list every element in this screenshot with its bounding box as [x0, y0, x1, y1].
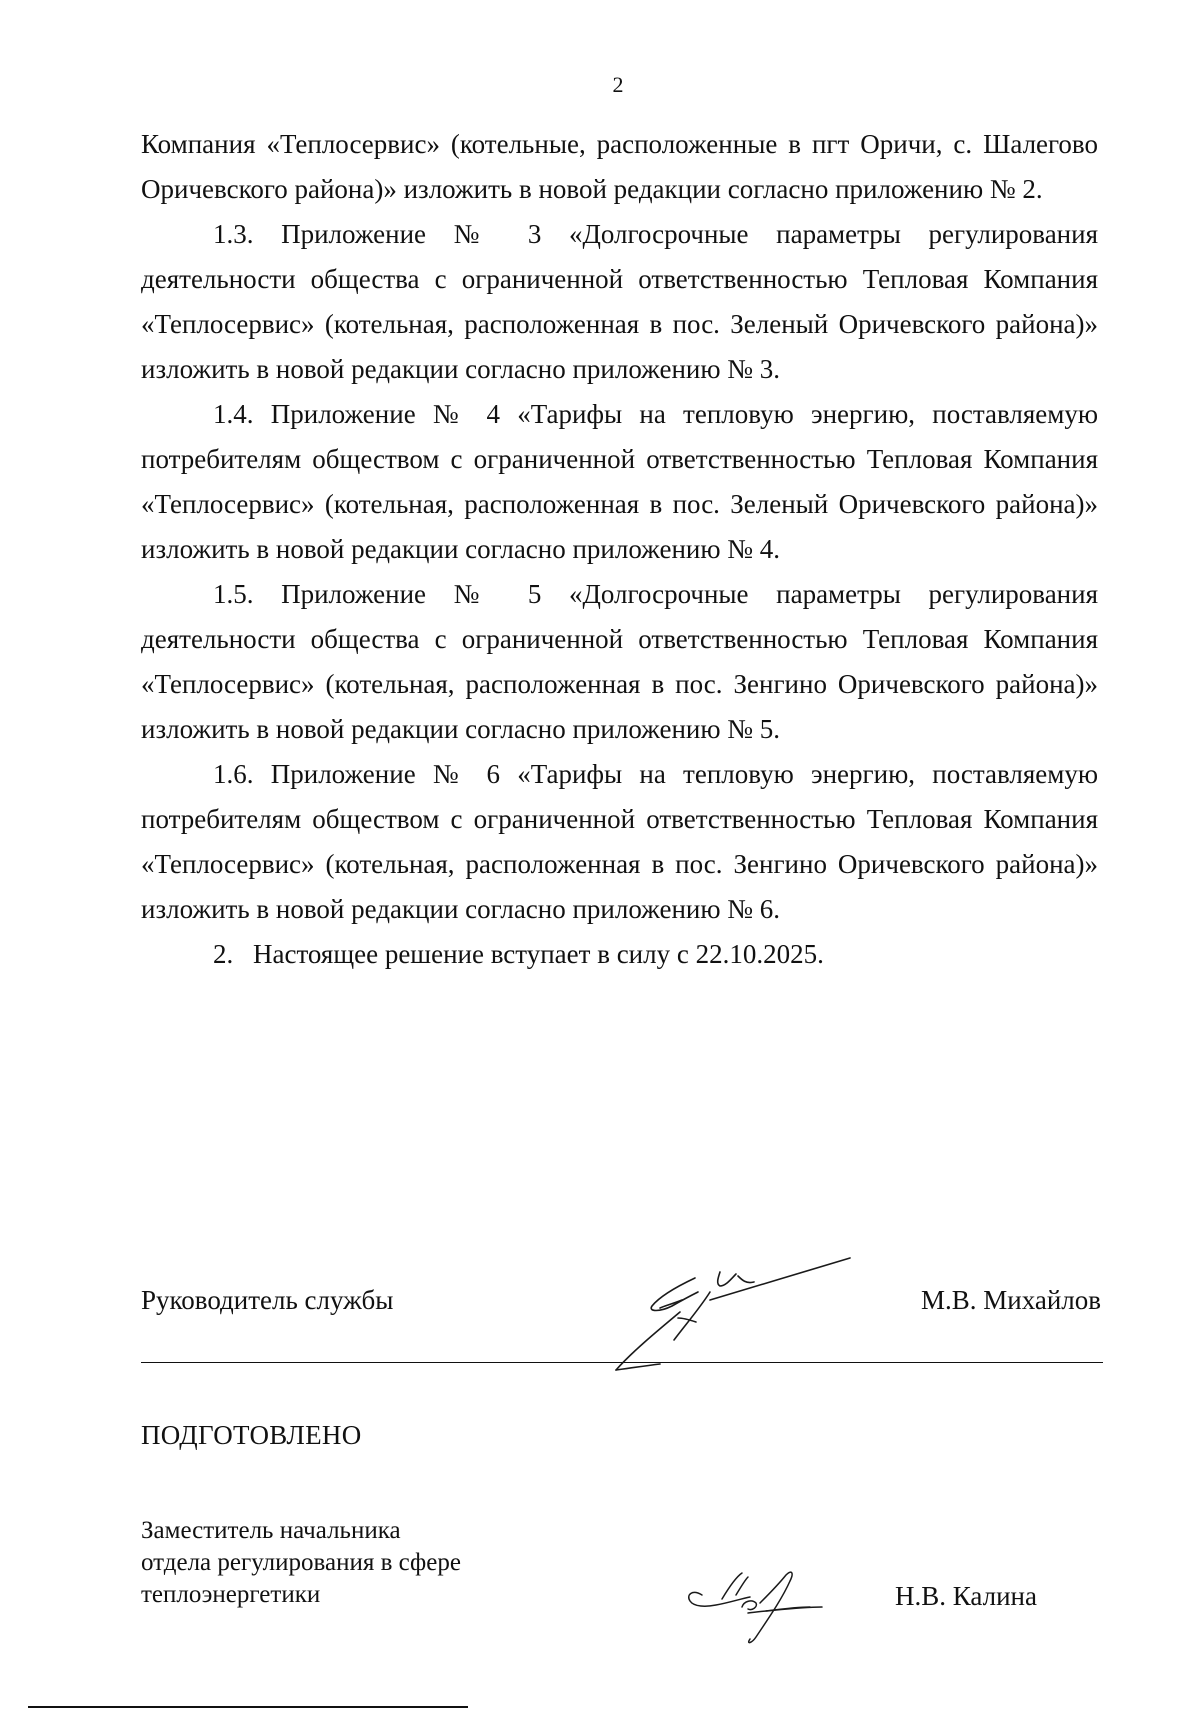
decision-number: 2. — [213, 939, 234, 969]
decision-text: Настоящее решение вступает в силу с 22.10.2025. — [253, 939, 824, 969]
head-name: М.В. Михайлов — [920, 1285, 1101, 1315]
deputy-title-line: Заместитель начальника — [141, 1517, 401, 1544]
paragraph-1-6: 1.6. Приложение № 6 «Тарифы на тепловую энергию, поставляемую потребителям обществом с ограниченной ответственностью Тепловая Компания «Теплосервис» (котельная, расположенная в пос. Зенгино Оричевского района)» изложить в новой редакции согласно приложению № 6. — [141, 759, 1098, 924]
prepared-label: ПОДГОТОВЛЕНО — [141, 1420, 362, 1450]
deputy-title-line: отдела регулирования в сфере — [141, 1549, 461, 1576]
deputy-title — [141, 1515, 561, 1611]
head-signature — [560, 1248, 860, 1378]
paragraph-1-5: 1.5. Приложение № 5 «Долгосрочные параметры регулирования деятельности общества с ограниченной ответственностью Тепловая Компания «Теплосервис» (котельная, расположенная в пос. Зенгино Оричевского района)» изложить в новой редакции согласно приложению № 5. — [141, 579, 1098, 744]
footer-rule — [28, 1706, 468, 1708]
signature-divider — [141, 1362, 1103, 1363]
paragraph-1-4: 1.4. Приложение № 4 «Тарифы на тепловую энергию, поставляемую потребителям обществом с ограниченной ответственностью Тепловая Компания «Теплосервис» (котельная, расположенная в пос. Зеленый Оричевского района)» изложить в новой редакции согласно приложению № 4. — [141, 399, 1098, 564]
page-number: 2 — [612, 72, 624, 97]
head-title: Руководитель службы — [141, 1285, 394, 1315]
deputy-name: Н.В. Калина — [895, 1581, 1037, 1611]
paragraph-1-3: 1.3. Приложение № 3 «Долгосрочные параметры регулирования деятельности общества с ограниченной ответственностью Тепловая Компания «Теплосервис» (котельная, расположенная в пос. Зеленый Оричевского района)» изложить в новой редакции согласно приложению № 3. — [141, 219, 1098, 384]
deputy-title-line: теплоэнергетики — [141, 1581, 321, 1608]
document-body — [141, 122, 1098, 977]
paragraph-continuation: Компания «Теплосервис» (котельные, расположенные в пгт Оричи, с. Шалегово Оричевского района)» изложить в новой редакции согласно приложению № 2. — [141, 129, 1098, 204]
deputy-signature — [682, 1555, 862, 1655]
decision-paragraph — [141, 932, 1098, 977]
